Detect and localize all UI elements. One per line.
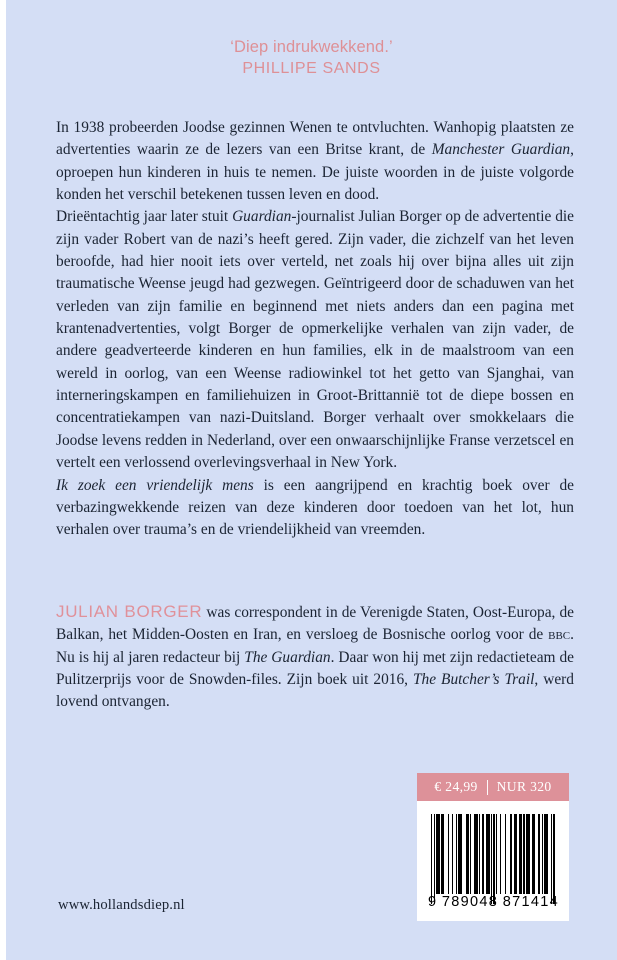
blurb-paragraph-1	[56, 117, 574, 206]
barcode-bars	[431, 814, 555, 894]
blurb-p2-text-b: -journalist Julian Borger op de advertentie die zijn vader Robert van de nazi’s heeft gered. Zijn vader, die zichzelf van het leven beroofde, had hier nooit iets over verteld, net zoals hij over bijna alles uit zijn traumatische Weense jeugd had gezwegen. Geïntrigeerd door de schaduwen van het verleden van zijn familie en beginnend met niets anders dan een pagina met krantenadvertenties, volgt Borger de opmerkelijke verhalen van zijn vader, de andere geadverteerde kinderen en hun families, elk in de maalstroom van een wereld in oorlog, van een Weense radiowinkel tot het getto van Sjanghai, van interneringskampen en familiehuizen in Groot-Brittannië tot de diepe bossen en concentratiekampen van nazi-Duitsland. Borger verhaalt over smokkelaars die Joodse levens redden in Nederland, over een onwaarschijnlijke Franse verzetscel en vertelt een verlossend overlevingsverhaal in New York.	[56, 208, 575, 472]
bio-text-c: . Daar won hij met zijn redactieteam de Pulitzerprijs voor de Snowden-files. Zijn boek uit 2016,	[56, 648, 574, 689]
barcode-digits	[427, 894, 559, 910]
bio-title-butchers-trail: The Butcher’s Trail	[412, 671, 535, 689]
barcode-block	[417, 773, 569, 921]
endorsement-quote: ‘Diep indrukwekkend.’	[230, 38, 393, 56]
blurb-p3-text: is een aangrijpend en krachtig boek over de verbazingwekkende reizen van deze kinderen door toedoen van het lot, hun verhalen over trauma’s en de vriendelijkheid van vreemden.	[56, 476, 574, 539]
blurb-text	[56, 117, 574, 542]
price-label: € 24,99	[434, 779, 478, 794]
blurb-paragraph-2	[56, 206, 574, 474]
blurb-p3-book-title: Ik zoek een vriendelijk mens	[56, 476, 254, 494]
bio-title-the-guardian: The Guardian	[244, 648, 331, 666]
blurb-paragraph-3	[56, 475, 574, 542]
author-name: JULIAN BORGER	[56, 602, 203, 621]
bbc-smallcaps: bbc	[548, 626, 571, 644]
barcode-digit-group-1: 789048	[441, 894, 499, 910]
blurb-p1-text-b: , oproepen hun kinderen in huis te nemen. De juiste woorden in de juiste volgorde konden het verschil betekenen tussen leven en dood.	[56, 141, 574, 204]
bio-text-d: , werd lovend ontvangen.	[56, 671, 574, 711]
price-banner	[417, 773, 569, 801]
blurb-p1-text-a: In 1938 probeerden Joodse gezinnen Wenen te ontvluchten. Wanhopig plaatsten ze advertenties waarin ze de lezers van een Britse krant, de	[56, 119, 574, 159]
bio-text-a: was correspondent in de Verenigde Staten, Oost-Europa, de Balkan, het Midden-Oosten en Iran, en versloeg de Bosnische oorlog voor de	[56, 604, 574, 644]
author-bio	[56, 601, 574, 714]
barcode-card	[417, 801, 569, 921]
bio-text-b: . Nu is hij al jaren redacteur bij	[56, 626, 574, 666]
price-nur-divider	[487, 780, 488, 795]
endorsement-attribution: PHILLIPE SANDS	[242, 60, 381, 78]
blurb-p2-text-a: Drieëntachtig jaar later stuit	[56, 208, 233, 226]
publisher-website[interactable]: www.hollandsdiep.nl	[58, 897, 185, 913]
author-bio-paragraph	[56, 601, 574, 714]
endorsement-block	[6, 36, 617, 80]
blurb-p2-title-guardian: Guardian	[232, 208, 292, 226]
blurb-p1-title-manchester-guardian: Manchester Guardian	[431, 141, 571, 159]
nur-code-label: NUR 320	[496, 779, 552, 794]
barcode-digit-group-2: 871414	[502, 894, 559, 910]
barcode-digit-lead: 9	[428, 894, 438, 910]
